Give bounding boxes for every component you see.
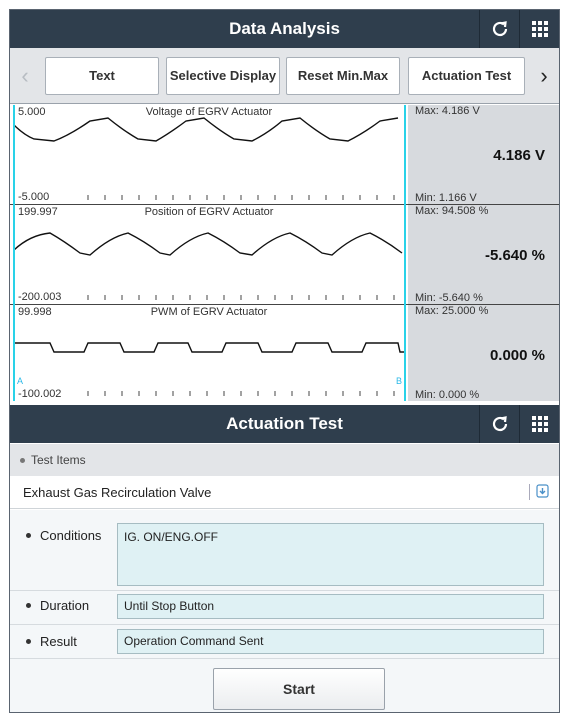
graph-title: PWM of EGRV Actuator xyxy=(150,306,268,318)
refresh-button[interactable] xyxy=(479,10,519,48)
tab-actuation-test[interactable]: Actuation Test xyxy=(408,57,525,95)
bullet-icon xyxy=(26,639,31,644)
cursor-b-line[interactable] xyxy=(404,105,406,401)
conditions-field: IG. ON/ENG.OFF xyxy=(117,523,544,586)
cursor-b-label: B xyxy=(396,376,403,386)
graph-position xyxy=(10,205,559,305)
current-value: 4.186 V xyxy=(493,147,545,164)
reset-min-max-button[interactable]: Reset Min.Max xyxy=(286,57,400,95)
graph-plot[interactable] xyxy=(10,305,408,401)
position-waveform xyxy=(10,205,408,305)
grid-menu-icon xyxy=(531,415,549,433)
refresh-icon xyxy=(490,414,510,434)
tab-bar xyxy=(10,48,559,104)
bullet-icon xyxy=(20,458,25,463)
page-title: Data Analysis xyxy=(229,19,340,38)
refresh-icon xyxy=(490,19,510,39)
axis-max-label: 5.000 xyxy=(18,106,46,118)
grid-menu-button[interactable] xyxy=(519,10,559,48)
graph-plot[interactable] xyxy=(10,105,408,204)
download-icon xyxy=(536,484,552,500)
conditions-label-text: Conditions xyxy=(40,528,102,543)
scroll-right-button[interactable] xyxy=(529,48,559,104)
refresh-button[interactable] xyxy=(479,405,519,443)
graph-info xyxy=(408,105,559,204)
graph-info xyxy=(408,205,559,304)
divider xyxy=(10,658,559,659)
graph-panel xyxy=(10,105,559,401)
current-value: 0.000 % xyxy=(489,347,545,364)
tab-text[interactable]: Text xyxy=(45,57,159,95)
min-value: Min: 0.000 % xyxy=(415,389,480,401)
voltage-waveform xyxy=(10,105,408,205)
graph-info xyxy=(408,305,559,401)
axis-max-label: 199.997 xyxy=(18,206,58,218)
result-label-text: Result xyxy=(40,634,77,649)
max-value: Max: 94.508 % xyxy=(415,205,489,217)
pwm-waveform xyxy=(10,305,408,401)
axis-min-label: -200.003 xyxy=(18,291,62,303)
cursor-a-label: A xyxy=(17,376,24,386)
test-items-label: Test Items xyxy=(31,453,86,467)
dropdown-button[interactable] xyxy=(529,484,545,500)
max-value: Max: 4.186 V xyxy=(415,105,480,117)
app-window xyxy=(9,9,560,713)
divider xyxy=(10,590,559,591)
actuation-test-header xyxy=(10,405,559,443)
bullet-icon xyxy=(26,603,31,608)
chevron-left-icon: ‹ xyxy=(21,63,29,88)
grid-menu-button[interactable] xyxy=(519,405,559,443)
graph-title: Position of EGRV Actuator xyxy=(144,206,274,218)
duration-field: Until Stop Button xyxy=(117,594,544,619)
conditions-label xyxy=(26,528,101,543)
bullet-icon xyxy=(26,533,31,538)
duration-label-text: Duration xyxy=(40,598,90,613)
min-value: Min: 1.166 V xyxy=(415,192,477,204)
grid-menu-icon xyxy=(531,20,549,38)
min-value: Min: -5.640 % xyxy=(415,292,483,304)
axis-min-label: -100.002 xyxy=(18,388,62,400)
test-item-selector[interactable] xyxy=(10,476,559,509)
current-value: -5.640 % xyxy=(484,247,545,264)
graph-pwm xyxy=(10,305,559,401)
chevron-right-icon: › xyxy=(540,63,548,88)
graph-plot[interactable] xyxy=(10,205,408,304)
data-analysis-header xyxy=(10,10,559,48)
test-items-header xyxy=(10,444,559,476)
cursor-a-line[interactable] xyxy=(13,105,15,401)
axis-max-label: 99.998 xyxy=(18,306,52,318)
scroll-left-button[interactable] xyxy=(10,48,40,104)
graph-title: Voltage of EGRV Actuator xyxy=(145,106,273,118)
result-field: Operation Command Sent xyxy=(117,629,544,654)
test-detail-panel xyxy=(10,510,559,713)
test-item-name: Exhaust Gas Recirculation Valve xyxy=(23,484,212,500)
section-title: Actuation Test xyxy=(226,414,343,433)
start-button[interactable]: Start xyxy=(213,668,385,710)
tab-selective-display[interactable]: Selective Display xyxy=(166,57,280,95)
graph-voltage xyxy=(10,105,559,205)
divider xyxy=(10,624,559,625)
axis-min-label: -5.000 xyxy=(18,191,50,203)
result-label xyxy=(26,634,77,649)
duration-label xyxy=(26,598,89,613)
max-value: Max: 25.000 % xyxy=(415,305,489,317)
